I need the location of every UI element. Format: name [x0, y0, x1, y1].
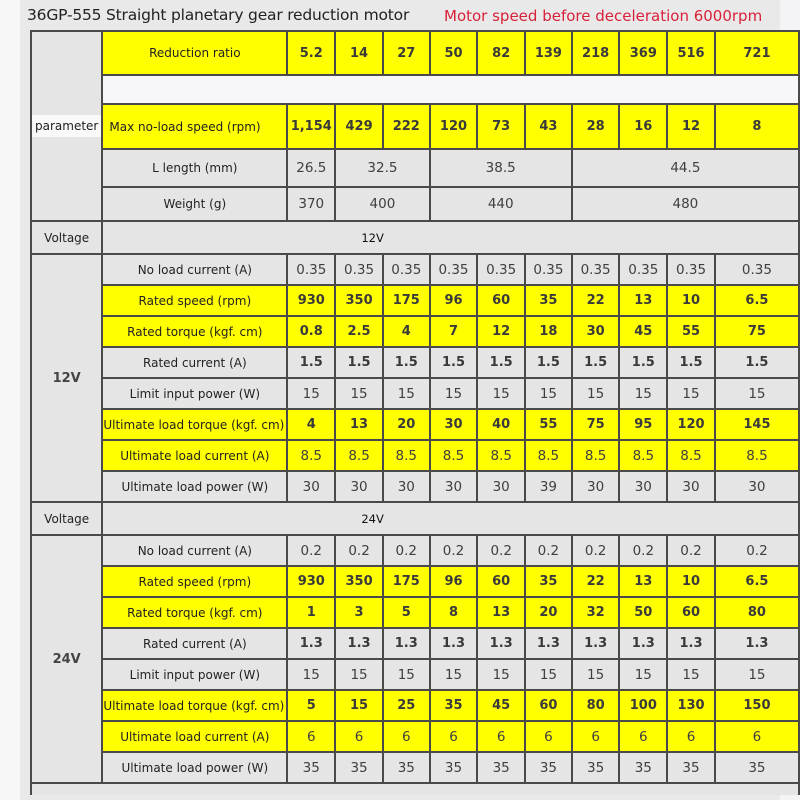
- value-cell: 55: [667, 316, 715, 347]
- value-cell: 0.35: [335, 254, 383, 285]
- value-cell: 1.5: [667, 347, 715, 378]
- value-cell: 0.8: [287, 316, 335, 347]
- row-label: Max no-load speed (rpm): [102, 104, 287, 149]
- weight-cell: 400: [335, 187, 429, 221]
- spec-row: [31, 378, 799, 409]
- value-cell: 35: [430, 752, 478, 783]
- weight-cell: 440: [430, 187, 572, 221]
- value-cell: 32: [572, 597, 620, 628]
- row-voltage: [31, 221, 799, 254]
- value-cell: 96: [430, 566, 478, 597]
- value-cell: 0.2: [667, 535, 715, 566]
- value-cell: 0.35: [477, 254, 525, 285]
- value-cell: 15: [525, 378, 572, 409]
- value-cell: 5: [287, 690, 335, 721]
- ratio-cell: 369: [619, 31, 667, 75]
- value-cell: 6.5: [715, 566, 799, 597]
- value-cell: 13: [335, 409, 383, 440]
- value-cell: 6: [619, 721, 667, 752]
- value-cell: 930: [287, 285, 335, 316]
- row-footer: [31, 783, 799, 795]
- value-cell: 1.3: [572, 628, 620, 659]
- spec-row: [31, 316, 799, 347]
- value-cell: 6: [667, 721, 715, 752]
- value-cell: 1.5: [525, 347, 572, 378]
- row-label: Reduction ratio: [102, 31, 287, 75]
- spec-row: [31, 254, 799, 285]
- value-cell: 175: [383, 285, 430, 316]
- value-cell: 35: [572, 752, 620, 783]
- row-label: No load current (A): [102, 254, 287, 285]
- value-cell: 45: [619, 316, 667, 347]
- value-cell: 15: [477, 659, 525, 690]
- value-cell: 30: [619, 471, 667, 502]
- value-cell: 30: [572, 316, 620, 347]
- ratio-cell: 139: [525, 31, 572, 75]
- value-cell: 4: [287, 409, 335, 440]
- value-cell: 13: [477, 597, 525, 628]
- value-cell: 0.35: [619, 254, 667, 285]
- value-cell: 0.2: [619, 535, 667, 566]
- row-reduction-ratio: [31, 31, 799, 75]
- value-cell: 1.5: [287, 347, 335, 378]
- value-cell: 6: [287, 721, 335, 752]
- length-cell: 32.5: [335, 149, 429, 187]
- blank-row-cell: [102, 75, 799, 104]
- value-cell: 0.35: [430, 254, 478, 285]
- speed-note: Motor speed before deceleration 6000rpm: [444, 7, 763, 25]
- value-cell: 1.5: [430, 347, 478, 378]
- value-cell: 0.35: [572, 254, 620, 285]
- value-cell: 6: [430, 721, 478, 752]
- value-cell: 8.5: [572, 440, 620, 471]
- length-cell: 44.5: [572, 149, 799, 187]
- value-cell: 15: [430, 378, 478, 409]
- row-label: Weight (g): [102, 187, 287, 221]
- row-label: Rated speed (rpm): [102, 285, 287, 316]
- row-length: [31, 149, 799, 187]
- value-cell: 30: [335, 471, 383, 502]
- value-cell: 1.3: [715, 628, 799, 659]
- value-cell: 20: [383, 409, 430, 440]
- ratio-cell: 14: [335, 31, 383, 75]
- value-cell: 75: [572, 409, 620, 440]
- row-label: No load current (A): [102, 535, 287, 566]
- value-cell: 4: [383, 316, 430, 347]
- value-cell: 6.5: [715, 285, 799, 316]
- value-cell: 50: [619, 597, 667, 628]
- spec-row: [31, 566, 799, 597]
- value-cell: 60: [667, 597, 715, 628]
- value-cell: 1.3: [525, 628, 572, 659]
- row-label: Ultimate load current (A): [102, 440, 287, 471]
- value-cell: 35: [383, 752, 430, 783]
- value-cell: 8.5: [335, 440, 383, 471]
- value-cell: 20: [525, 597, 572, 628]
- value-cell: 35: [715, 752, 799, 783]
- voltage-label: Voltage: [31, 502, 102, 535]
- value-cell: 60: [477, 285, 525, 316]
- value-cell: 15: [287, 659, 335, 690]
- spec-row: [31, 659, 799, 690]
- voltage-value: 12V: [102, 221, 799, 254]
- value-cell: 13: [619, 285, 667, 316]
- value-cell: 15: [477, 378, 525, 409]
- max-speed-cell: 16: [619, 104, 667, 149]
- value-cell: 8.5: [715, 440, 799, 471]
- max-speed-cell: 28: [572, 104, 620, 149]
- value-cell: 60: [477, 566, 525, 597]
- value-cell: 15: [430, 659, 478, 690]
- value-cell: 13: [619, 566, 667, 597]
- row-label: Ultimate load current (A): [102, 721, 287, 752]
- ratio-cell: 82: [477, 31, 525, 75]
- value-cell: 1.3: [383, 628, 430, 659]
- ratio-cell: 721: [715, 31, 799, 75]
- value-cell: 8.5: [667, 440, 715, 471]
- max-speed-cell: 73: [477, 104, 525, 149]
- value-cell: 22: [572, 285, 620, 316]
- value-cell: 30: [715, 471, 799, 502]
- row-label: Ultimate load power (W): [102, 471, 287, 502]
- voltage-group-label: 12V: [31, 254, 102, 502]
- row-label: Rated current (A): [102, 347, 287, 378]
- value-cell: 80: [715, 597, 799, 628]
- value-cell: 6: [715, 721, 799, 752]
- value-cell: 22: [572, 566, 620, 597]
- value-cell: 1.3: [667, 628, 715, 659]
- value-cell: 40: [477, 409, 525, 440]
- value-cell: 0.2: [383, 535, 430, 566]
- value-cell: 145: [715, 409, 799, 440]
- value-cell: 1.3: [430, 628, 478, 659]
- spec-row: [31, 347, 799, 378]
- value-cell: 15: [335, 659, 383, 690]
- value-cell: 15: [572, 659, 620, 690]
- value-cell: 35: [287, 752, 335, 783]
- max-speed-cell: 1,154: [287, 104, 335, 149]
- value-cell: 80: [572, 690, 620, 721]
- spec-row: [31, 752, 799, 783]
- value-cell: 350: [335, 285, 383, 316]
- value-cell: 1.3: [287, 628, 335, 659]
- value-cell: 5: [383, 597, 430, 628]
- value-cell: 1.5: [477, 347, 525, 378]
- row-label: Ultimate load torque (kgf. cm): [102, 690, 287, 721]
- value-cell: 39: [525, 471, 572, 502]
- voltage-value: 24V: [102, 502, 799, 535]
- value-cell: 8.5: [525, 440, 572, 471]
- ratio-cell: 50: [430, 31, 478, 75]
- value-cell: 25: [383, 690, 430, 721]
- value-cell: 0.35: [715, 254, 799, 285]
- value-cell: 0.35: [667, 254, 715, 285]
- max-speed-cell: 120: [430, 104, 478, 149]
- value-cell: 3: [335, 597, 383, 628]
- spec-row: [31, 721, 799, 752]
- value-cell: 100: [619, 690, 667, 721]
- spec-table: [30, 30, 800, 795]
- value-cell: 930: [287, 566, 335, 597]
- weight-cell: 370: [287, 187, 335, 221]
- value-cell: 55: [525, 409, 572, 440]
- value-cell: 6: [383, 721, 430, 752]
- row-label: Limit input power (W): [102, 659, 287, 690]
- value-cell: 35: [335, 752, 383, 783]
- value-cell: 6: [477, 721, 525, 752]
- parameter-label-text: parameter: [32, 115, 101, 137]
- spec-row: [31, 628, 799, 659]
- length-cell: 26.5: [287, 149, 335, 187]
- row-label: Rated torque (kgf. cm): [102, 597, 287, 628]
- value-cell: 1.5: [619, 347, 667, 378]
- row-max-no-load-speed: [31, 104, 799, 149]
- value-cell: 1.5: [335, 347, 383, 378]
- footer-cell: [31, 783, 799, 795]
- value-cell: 350: [335, 566, 383, 597]
- spec-row: [31, 440, 799, 471]
- voltage-label: Voltage: [31, 221, 102, 254]
- value-cell: 30: [667, 471, 715, 502]
- value-cell: 0.2: [715, 535, 799, 566]
- value-cell: 18: [525, 316, 572, 347]
- value-cell: 30: [572, 471, 620, 502]
- ratio-cell: 5.2: [287, 31, 335, 75]
- value-cell: 10: [667, 566, 715, 597]
- value-cell: 35: [619, 752, 667, 783]
- value-cell: 1.3: [335, 628, 383, 659]
- max-speed-cell: 43: [525, 104, 572, 149]
- value-cell: 15: [335, 690, 383, 721]
- value-cell: 0.2: [477, 535, 525, 566]
- value-cell: 150: [715, 690, 799, 721]
- value-cell: 6: [525, 721, 572, 752]
- value-cell: 15: [715, 378, 799, 409]
- row-label: L length (mm): [102, 149, 287, 187]
- value-cell: 2.5: [335, 316, 383, 347]
- spec-row: [31, 690, 799, 721]
- row-label: Rated speed (rpm): [102, 566, 287, 597]
- value-cell: 95: [619, 409, 667, 440]
- value-cell: 6: [572, 721, 620, 752]
- ratio-cell: 218: [572, 31, 620, 75]
- value-cell: 35: [477, 752, 525, 783]
- parameter-label: [31, 31, 102, 221]
- value-cell: 15: [525, 659, 572, 690]
- value-cell: 15: [715, 659, 799, 690]
- value-cell: 35: [525, 285, 572, 316]
- weight-cell: 480: [572, 187, 799, 221]
- value-cell: 120: [667, 409, 715, 440]
- max-speed-cell: 8: [715, 104, 799, 149]
- value-cell: 1.3: [477, 628, 525, 659]
- value-cell: 10: [667, 285, 715, 316]
- value-cell: 1.5: [383, 347, 430, 378]
- value-cell: 35: [525, 752, 572, 783]
- value-cell: 60: [525, 690, 572, 721]
- value-cell: 6: [335, 721, 383, 752]
- voltage-group-label: 24V: [31, 535, 102, 783]
- row-weight: [31, 187, 799, 221]
- value-cell: 30: [287, 471, 335, 502]
- value-cell: 0.2: [335, 535, 383, 566]
- value-cell: 0.2: [430, 535, 478, 566]
- row-label: Limit input power (W): [102, 378, 287, 409]
- max-speed-cell: 429: [335, 104, 383, 149]
- value-cell: 0.35: [287, 254, 335, 285]
- spec-row: [31, 597, 799, 628]
- value-cell: 75: [715, 316, 799, 347]
- max-speed-cell: 12: [667, 104, 715, 149]
- value-cell: 12: [477, 316, 525, 347]
- value-cell: 30: [430, 409, 478, 440]
- value-cell: 30: [477, 471, 525, 502]
- value-cell: 15: [383, 378, 430, 409]
- value-cell: 8.5: [477, 440, 525, 471]
- value-cell: 8.5: [383, 440, 430, 471]
- row-voltage: [31, 502, 799, 535]
- row-label: Ultimate load power (W): [102, 752, 287, 783]
- row-label: Rated current (A): [102, 628, 287, 659]
- value-cell: 175: [383, 566, 430, 597]
- value-cell: 15: [335, 378, 383, 409]
- value-cell: 7: [430, 316, 478, 347]
- ratio-cell: 27: [383, 31, 430, 75]
- value-cell: 8.5: [619, 440, 667, 471]
- value-cell: 15: [572, 378, 620, 409]
- max-speed-cell: 222: [383, 104, 430, 149]
- spec-row: [31, 285, 799, 316]
- value-cell: 1.5: [572, 347, 620, 378]
- length-cell: 38.5: [430, 149, 572, 187]
- value-cell: 30: [430, 471, 478, 502]
- value-cell: 15: [619, 659, 667, 690]
- page-title: 36GP-555 Straight planetary gear reduction motor: [27, 6, 410, 24]
- spec-row: [31, 409, 799, 440]
- row-blank: [31, 75, 799, 104]
- value-cell: 0.2: [525, 535, 572, 566]
- row-label: Rated torque (kgf. cm): [102, 316, 287, 347]
- spec-row: [31, 535, 799, 566]
- value-cell: 30: [383, 471, 430, 502]
- value-cell: 130: [667, 690, 715, 721]
- spec-row: [31, 471, 799, 502]
- value-cell: 0.2: [572, 535, 620, 566]
- value-cell: 1: [287, 597, 335, 628]
- row-label: Ultimate load torque (kgf. cm): [102, 409, 287, 440]
- value-cell: 0.35: [383, 254, 430, 285]
- value-cell: 15: [667, 659, 715, 690]
- value-cell: 35: [525, 566, 572, 597]
- value-cell: 35: [430, 690, 478, 721]
- ratio-cell: 516: [667, 31, 715, 75]
- value-cell: 0.35: [525, 254, 572, 285]
- value-cell: 1.3: [619, 628, 667, 659]
- value-cell: 0.2: [287, 535, 335, 566]
- value-cell: 1.5: [715, 347, 799, 378]
- value-cell: 15: [667, 378, 715, 409]
- value-cell: 8: [430, 597, 478, 628]
- value-cell: 15: [619, 378, 667, 409]
- value-cell: 8.5: [287, 440, 335, 471]
- value-cell: 45: [477, 690, 525, 721]
- value-cell: 35: [667, 752, 715, 783]
- value-cell: 8.5: [430, 440, 478, 471]
- value-cell: 15: [287, 378, 335, 409]
- value-cell: 96: [430, 285, 478, 316]
- value-cell: 15: [383, 659, 430, 690]
